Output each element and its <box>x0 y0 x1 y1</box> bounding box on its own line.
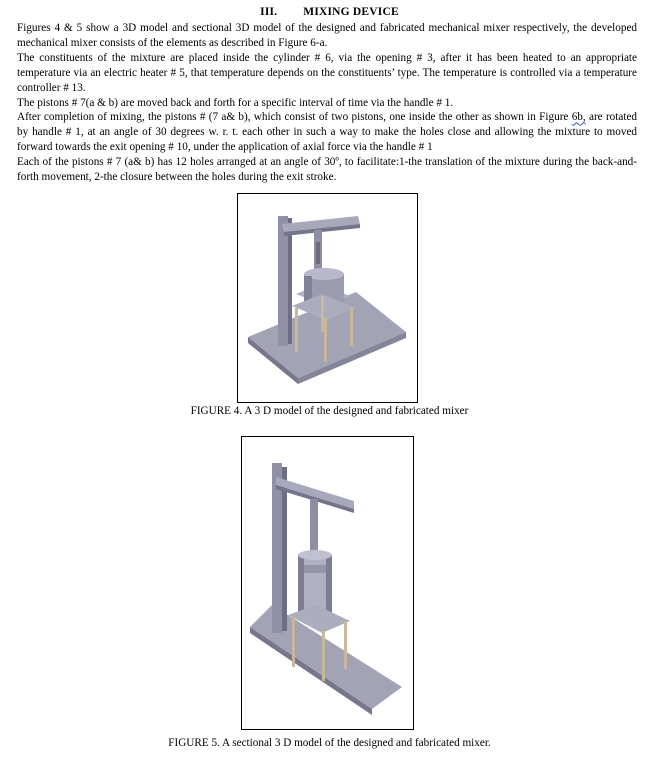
paragraph-3: The pistons # 7(a & b) are moved back and forth for a specific interval of time via the handle # 1. <box>17 96 454 109</box>
figure-5-caption: FIGURE 5. A sectional 3 D model of the designed and fabricated mixer. <box>168 737 491 749</box>
support-rod-3 <box>350 308 353 346</box>
paragraph-5: Each of the pistons # 7 (a& b) has 12 holes arranged at an angle of 30º, to facilitate:1-the translation of the mixture during the back-and-forth movement, 2-the closure between the holes during the exit stroke. <box>17 156 637 184</box>
paragraph-1: Figures 4 & 5 show a 3D model and sectional 3D model of the designed and fabricated mechanical mixer respectively, the developed mechanical mixer consists of the elements as described in Figure 6-a. <box>17 22 637 49</box>
support-rod-4 <box>321 296 324 332</box>
figure-4-caption: FIGURE 4. A 3 D model of the designed and fabricated mixer <box>190 405 469 417</box>
cylinder-shade <box>304 276 312 302</box>
figure-5-image <box>241 436 414 730</box>
section-heading <box>0 6 659 18</box>
vertical-column-side <box>288 218 292 344</box>
mixer-sectional-model-drawing <box>242 437 413 729</box>
support-rod-3 <box>344 621 347 669</box>
spellcheck-marked-text: 6b, <box>571 111 586 124</box>
piston-rod-slot <box>316 242 320 264</box>
paragraph-2: The constituents of the mixture are placed inside the cylinder # 6, via the opening # 3, after it has been heated to an appropriate temperature via an electric heater # 5, that temperature depends on the constituents’ type. The temperature is controlled via a temperature controller # 13. <box>17 51 637 94</box>
support-rod-1 <box>295 308 298 352</box>
support-rod-2 <box>324 318 327 362</box>
support-rod-2 <box>322 631 325 681</box>
paragraph-4 <box>17 110 637 155</box>
paragraph-4-start: After completion of mixing, the pistons # (7 a& b), which consist of two pistons, one inside the other as shown in Figure <box>17 111 572 124</box>
body-text <box>17 21 637 185</box>
figure-4-image <box>237 193 418 403</box>
mixer-3d-model-drawing <box>238 194 417 402</box>
piston-rod <box>310 499 318 559</box>
cylinder-wall-right <box>326 555 332 615</box>
cylinder-top <box>298 550 332 560</box>
section-number: III. <box>260 6 278 18</box>
cylinder-wall-left <box>298 555 304 615</box>
support-rod-1 <box>292 617 295 667</box>
inner-piston <box>304 565 326 573</box>
section-title: MIXING DEVICE <box>303 6 399 18</box>
paragraph-4-end: are rotated by handle # 1, at an angle of 30 degrees w. r. t. each other in such a way to make the holes close and allowing the mixture to moved forward towards the exit opening # 10, under the application of axial force via the handle # 1 <box>17 111 638 154</box>
